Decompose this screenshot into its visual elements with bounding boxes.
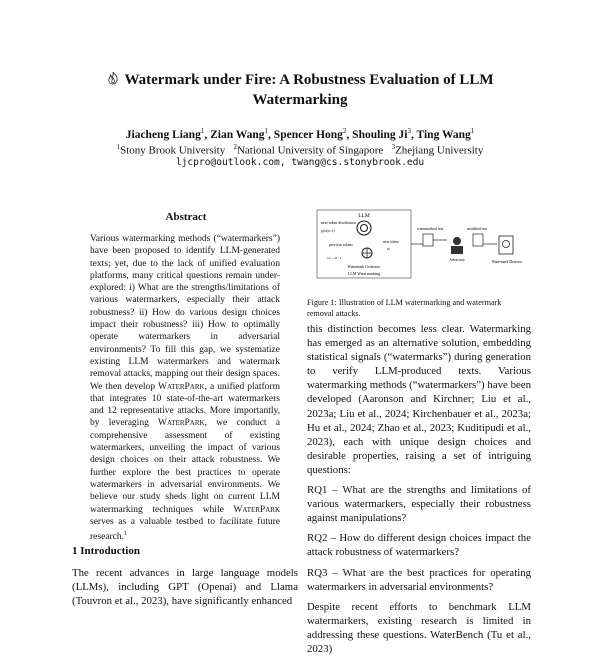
llm-watermarking-label: LLM Watermarking — [347, 271, 381, 276]
affiliation: National University of Singapore — [236, 144, 384, 157]
author-affil-mark: 3 — [407, 127, 411, 135]
xt-label: xt — [387, 247, 390, 251]
author-name: Zian Wang — [210, 128, 265, 141]
abstract-text: , a unified platform that integrates 10 state-of-the-art watermarkers and 12 representative attacks. More importantly, by leveraging — [90, 381, 280, 429]
section-heading-introduction: 1 Introduction — [72, 545, 140, 557]
abstract-text: , we conduct a comprehensive assessment of existing watermarkers, unveiling the impact of various design choices on their attack robustness. We further explore the best practices to operate watermarkers in adversarial environments. We believe our study sheds light on current LLM watermarking techniques while — [90, 418, 280, 515]
prev-seq-label: x1,...,xt−1 — [327, 256, 342, 260]
prev-tokens-label: previous tokens — [329, 243, 353, 247]
title-line-2: Watermarking — [252, 92, 348, 108]
research-question-2: RQ2 – How do different design choices impact the attack robustness of watermarkers? — [307, 532, 531, 559]
platform-name: WaterPark — [158, 418, 205, 429]
footnote-mark: 1 — [124, 531, 128, 538]
affil-num: 3 — [391, 143, 396, 151]
author-emails: ljcpro@outlook.com, twang@cs.stonybrook.edu — [175, 157, 425, 168]
author-affil-mark: 1 — [264, 127, 269, 135]
fire-icon — [106, 71, 120, 85]
watermarked-text-label: watermarked text — [417, 227, 444, 231]
author-name: Jiacheng Liang — [125, 128, 201, 141]
llm-label: LLM — [358, 213, 370, 219]
figure-1-diagram — [307, 208, 529, 288]
generator-icon — [362, 248, 372, 258]
paragraph: Despite recent efforts to benchmark LLM watermarkers, existing research is limited in addressing these questions. WaterBench (Tu et al., 2023) — [307, 600, 531, 655]
affil-num: 1 — [116, 143, 121, 151]
platform-name: WaterPark — [233, 504, 280, 515]
author-name: Spencer Hong — [273, 128, 343, 141]
detector-icon — [499, 236, 513, 254]
adversary-label: Adversary — [449, 258, 465, 262]
research-question-1: RQ1 – What are the strengths and limitations of various watermarkers, especially their robustness against manipulations? — [307, 484, 531, 525]
author-list: Jiacheng Liang$^1$, Zian Wang$^1$, Spencer Hong$^2$, Shouling Ji$^3$, Ting Wang$^1$ — [125, 127, 475, 141]
p-formula: p(xt|x<t) — [321, 229, 335, 233]
paper-title — [0, 70, 600, 110]
author-affil-mark: 2 — [342, 127, 347, 135]
generator-label: Watermark Generator — [347, 265, 381, 269]
watermarked-doc-icon — [423, 234, 433, 246]
paragraph: this distinction becomes less clear. Watermarking has emerged as an alternative solution, embedding statistical signals (“watermarks”) during generation to verify LLM-produced texts. Various watermarking methods (“watermarkers”) have been developed (Aaronson and Kirchner; Liu et al., 2023a; Liu et al., 2024; Kirchenbauer et al., 2023a; Hu et al., 2024; Zhao et al., 2023; Kuditipudi et al., 2023), each with unique design choices and desirable properties, raising a set of intriguing questions: — [307, 323, 531, 476]
author-affil-mark: 1 — [470, 127, 475, 135]
affiliation: Stony Brook University — [120, 144, 226, 157]
platform-name: WaterPark — [158, 381, 205, 392]
author-affil-mark: 1 — [200, 127, 205, 135]
affiliation: Zhejiang University — [395, 144, 484, 157]
modified-doc-icon — [473, 234, 483, 246]
affiliation-list — [0, 143, 600, 157]
next-token-label: next token — [383, 240, 399, 244]
abstract-body — [90, 233, 280, 544]
openai-logo-icon — [357, 221, 371, 235]
next-token-dist-label: next-token distribution — [321, 221, 356, 225]
figure-1-caption: Figure 1: Illustration of LLM watermarking and watermark removal attacks. — [307, 298, 502, 318]
modified-text-label: modified text — [467, 227, 488, 231]
author-name: Ting Wang — [416, 128, 471, 141]
detector-label: Watermark Detector — [491, 260, 523, 264]
research-question-3: RQ3 – What are the best practices for operating watermarkers in adversarial environments? — [307, 566, 531, 593]
right-column-text — [307, 322, 531, 662]
introduction-text: The recent advances in large language models (LLMs), including GPT (Openai) and Llama (Touvron et al., 2023), have significantly enhanced — [72, 567, 298, 607]
affil-num: 2 — [233, 143, 237, 151]
author-name: Shouling Ji — [352, 128, 408, 141]
abstract-text: serves as a valuable testbed to facilitate future research. — [90, 516, 280, 543]
adversary-icon — [451, 237, 463, 254]
abstract-heading: Abstract — [165, 211, 207, 223]
abstract-text: Various watermarking methods (“watermarkers”) have been proposed to identify LLM-generated texts; yet, due to the lack of unified evaluation platforms, many critical questions remain under-explored: i) What are the strengths/limitations of various watermarkers, especially their attack robustness? ii) How do various design choices impact their robustness? iii) How to optimally operate watermarkers in adversarial environments? To fill this gap, we systematize existing LLM watermarkers and watermark removal attacks, mapping out their design spaces. We then develop — [90, 234, 280, 392]
title-line-1: Watermark under Fire: A Robustness Evaluation of LLM — [124, 72, 494, 88]
